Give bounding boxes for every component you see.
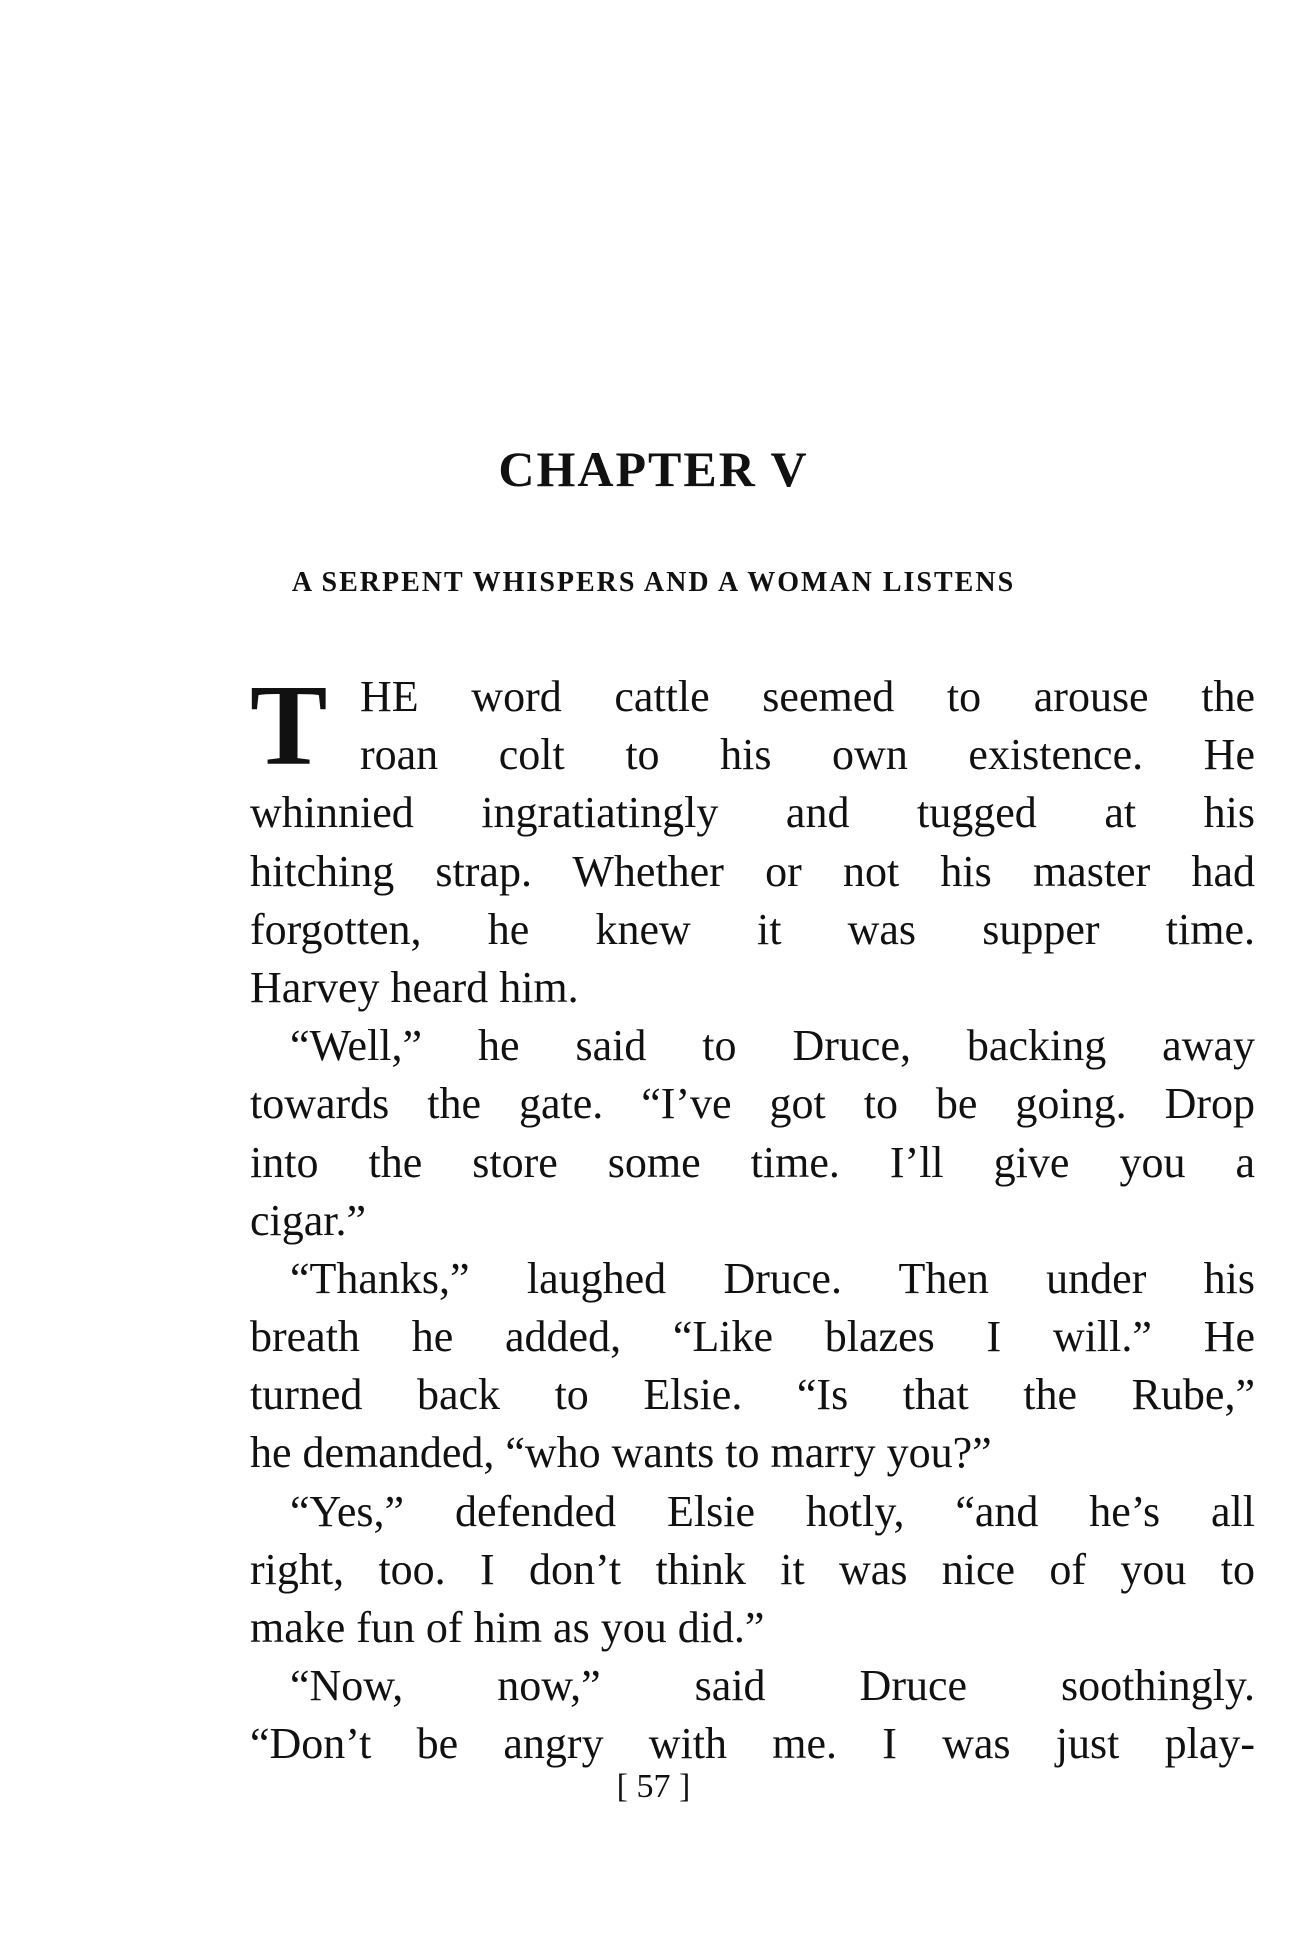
drop-cap: T xyxy=(250,662,328,790)
text-line: roan colt to his own existence. He xyxy=(360,730,1255,780)
text-line: “Now, now,” said Druce soothingly. xyxy=(290,1661,1255,1711)
text-line: hitching strap. Whether or not his master had xyxy=(250,846,1255,896)
page-number: [ 57 ] xyxy=(616,1768,691,1805)
text-line: Harvey heard him. xyxy=(250,962,579,1012)
text-line: breath he added, “Like blazes I will.” He xyxy=(250,1312,1255,1362)
text-line: into the store some time. I’ll give you a xyxy=(250,1137,1255,1187)
text-line: HE word cattle seemed to arouse the xyxy=(360,672,1255,721)
text-line: turned back to Elsie. “Is that the Rube,” xyxy=(250,1370,1255,1420)
chapter-subtitle: A SERPENT WHISPERS AND A WOMAN LISTENS xyxy=(291,567,1016,598)
text-line: “Yes,” defended Elsie hotly, “and he’s all xyxy=(290,1486,1255,1536)
body-text xyxy=(250,662,1255,1774)
text-line: “Thanks,” laughed Druce. Then under his xyxy=(290,1253,1255,1303)
text-line: he demanded, “who wants to marry you?” xyxy=(250,1428,992,1478)
text-line: right, too. I don’t think it was nice of you to xyxy=(250,1544,1255,1594)
text-line: cigar.” xyxy=(250,1195,367,1245)
text-line: forgotten, he knew it was supper time. xyxy=(250,904,1255,954)
text-line: whinnied ingratiatingly and tugged at his xyxy=(250,788,1255,838)
chapter-title: CHAPTER V xyxy=(498,441,809,497)
text-line: “Well,” he said to Druce, backing away xyxy=(290,1021,1255,1071)
text-line: towards the gate. “I’ve got to be going. Drop xyxy=(250,1079,1255,1129)
text-line: “Don’t be angry with me. I was just play- xyxy=(250,1719,1255,1769)
text-line: make fun of him as you did.” xyxy=(250,1603,765,1652)
